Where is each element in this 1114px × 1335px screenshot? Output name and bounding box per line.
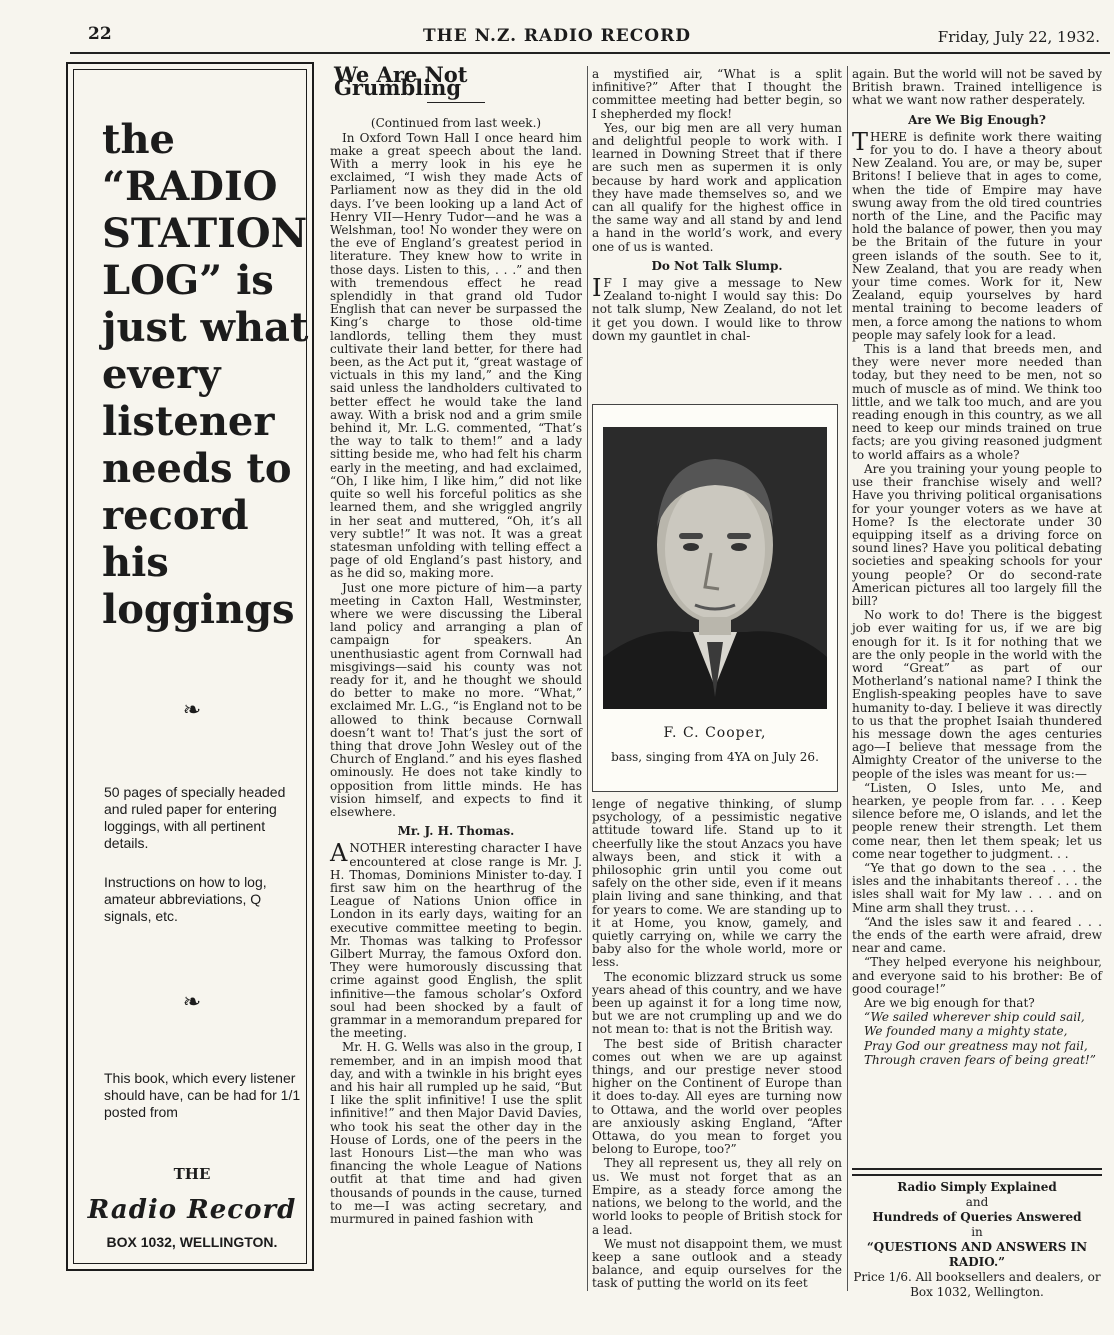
drop-cap: A xyxy=(330,839,348,868)
advert-the: THE xyxy=(173,1165,211,1183)
paragraph: “Listen, O Isles, unto Me, and hearken, ye people from far. . . . Keep silence before me, O islands, and let the people renew their strength. Let them come near, then let them speak; let us come near together to judgment. . . xyxy=(852,780,1102,861)
subheading: Do Not Talk Slump. xyxy=(651,258,783,273)
column-divider xyxy=(847,66,848,1291)
article-column-3 xyxy=(852,68,1102,1068)
ornament-icon: ❧ xyxy=(182,990,202,1015)
subheading: Mr. J. H. Thomas. xyxy=(397,824,515,839)
paragraph: a mystified air, “What is a split infinitive?” After that I thought the committee meeting had better begin, so I shepherded my flock! xyxy=(592,67,842,121)
photo-caption-desc: bass, singing from 4YA on July 26. xyxy=(611,750,819,764)
photo-caption-name: F. C. Cooper, xyxy=(663,725,767,741)
advert-headline: the “RADIO STATION LOG” is just what every listener needs to record his loggings xyxy=(102,116,309,633)
qa-ad-line: and xyxy=(965,1195,989,1209)
advert-address: BOX 1032, WELLINGTON. xyxy=(106,1234,278,1250)
qa-ad-line: in xyxy=(971,1225,983,1239)
publication-title: THE N.Z. RADIO RECORD xyxy=(423,26,691,46)
issue-date: Friday, July 22, 1932. xyxy=(937,28,1100,46)
paragraph: No work to do! There is the biggest job ever waiting for us, if we are big enough for it. Is it for nothing that we are the only people in the world with the word “Great” as part of our Motherland’s national name? I think the English-speaking peoples have to save humanity to-day. I believe it was directly to us that the prophet Isaiah thundered his message down the ages centuries ago—I believe that message from the Almighty Creator of the universe to the people of the isles was meant for us:— xyxy=(852,608,1102,781)
paragraph: “And the isles saw it and feared . . . the ends of the earth were afraid, drew near and came. xyxy=(852,914,1102,956)
paragraph: Just one more picture of him—a party meeting in Caxton Hall, Westminster, where we were discussing the Liberal land policy and arranging a plan of campaign for speakers. An unenthusiastic agent from Cornwall had misgivings—said his county was not ready for it, and he thought we should do better to make no more. “What,” exclaimed Mr. L.G., “is England not to be allowed to think because Cornwall doesn’t want to! That’s just the sort of thing that drove John Wesley out of the Church of England.” and his eyes flashed ominously. He does not take kindly to opposition from little minds. He has vision himself, and expects to find it elsewhere. xyxy=(330,580,582,819)
paragraph: lenge of negative thinking, of slump psychology, of a pessimistic negative attitude toward life. Stand up to it cheerfully like the stout Anzacs you have always been, and stick it with a philosophic grin until you come out safely on the other side, even if it means plain living and sane thinking, and that for years to come. We are standing up to it at Home, you know, gamely, and quietly carrying on, while we carry the baby also for the whole world, more or less. xyxy=(592,797,842,970)
paragraph: Are you training your young people to use their franchise wisely and well? Have you thriving political organisations for your younger voters as we have at Home? Is the electorate under 30 equipping itself as a driving force on sound lines? Have you political debating societies and speaking schools for your young people? Or do second-rate American pictures all too largely fill the bill? xyxy=(852,461,1102,608)
article-title: We Are Not Grumbling xyxy=(334,62,468,101)
paragraph: Are we big enough for that? xyxy=(864,996,1035,1011)
column-divider xyxy=(587,66,588,1291)
portrait-photo-frame xyxy=(592,404,838,792)
radio-station-log-advert xyxy=(66,62,314,1271)
ornament-icon: ❧ xyxy=(182,698,202,723)
article-column-1 xyxy=(330,62,582,1227)
header-rule xyxy=(70,52,1110,54)
paragraph: We must not disappoint them, we must keep a sane outlook and a steady balance, and equip ourselves for the task of putting the world on its feet xyxy=(592,1236,842,1291)
qa-ad-line: Hundreds of Queries Answered xyxy=(872,1210,1082,1224)
portrait-photo xyxy=(603,427,827,709)
verse-line: “We sailed wherever ship could sail, xyxy=(864,1010,1085,1025)
paragraph: I F I may give a message to New Zealand to-night I would say this: Do not talk slump, New Zealand, do not let it get you down. I would like to throw down my gauntlet in chal- xyxy=(592,274,842,343)
paragraph: again. But the world will not be saved by British brawn. Trained intelligence is what we want now rather desperately. xyxy=(852,67,1102,108)
subheading: Are We Big Enough? xyxy=(908,112,1046,127)
article-column-2 xyxy=(592,68,842,344)
questions-answers-advert xyxy=(852,1180,1102,1300)
paragraph: The best side of British character comes out when we are up against things, and our prestige never stood higher on the Continent of Europe than it does to-day. All eyes are turning now to Ottawa, and the world over peoples are anxiously asking England, “After Ottawa, do you mean to forget you belong to Europe, too?” xyxy=(592,1036,842,1157)
verse-line: We founded many a mighty state, xyxy=(864,1024,1068,1039)
double-rule xyxy=(852,1168,1102,1176)
verse-line: Pray God our greatness may not fail, xyxy=(864,1038,1088,1053)
article-column-2-lower xyxy=(592,798,842,1292)
qa-ad-price: Price 1/6. All booksellers and dealers, or Box 1032, Wellington. xyxy=(853,1270,1101,1299)
paragraph: In Oxford Town Hall I once heard him make a great speech about the land. With a merry look in his eye he exclaimed, “I wish they made Acts of Parliament now as they did in the old days. I’ve been looking up a land Act of Henry VII—Henry Tudor—and he was a Welshman, too! No wonder they were on the eve of England’s greatest period in literature. They knew how to write in those days. Listen to this, . . .” and then with tremendous effect he read splendidly in that grand old Tudor English that can never be surpassed the King’s charge to those old-time landlords, telling them they must cultivate their land better, for there had been, as the Act put it, “great wastage of victuals in this my land,” and the King said unless the landholders cultivated to better effect he would take the land away. With a brisk nod and a grim smile behind it, Mr. L.G. commented, “That’s the way to talk to them!” and a lady sitting beside me, who had felt his charm early in the meeting, and had exclaimed, “Oh, I like him, I like him,” did not like quite so well his forceful politics as she learned them, and she wriggled angrily in her seat and muttered, “Oh, it’s all very subtle!” It was not. It was a great statesman unfolding with telling effect a page of old England’s past history, and as he did so, making more. xyxy=(330,130,582,581)
qa-ad-title: “QUESTIONS AND ANSWERS IN RADIO.” xyxy=(866,1240,1088,1269)
continued-note: (Continued from last week.) xyxy=(370,116,542,131)
qa-ad-line: Radio Simply Explained xyxy=(897,1180,1057,1194)
verse-line: Through craven fears of being great!” xyxy=(864,1052,1096,1067)
page-header xyxy=(0,24,1114,54)
paragraph: They all represent us, they all rely on us. We must not forget that as an Empire, as a steady force among the nations, we belong to the world, and the world looks to people of British stock for a lead. xyxy=(592,1156,842,1237)
paragraph: This is a land that breeds men, and they were never more needed than today, but they need to be men, not so much of muscle as of mind. We think too little, and we talk too much, and are you reading enough in this country, as we all need to keep our minds trained on true facts; are you giving reasoned judgment to world affairs as a whole? xyxy=(852,342,1102,462)
paragraph: Mr. H. G. Wells was also in the group, I remember, and in an impish mood that day, and with a twinkle in his bright eyes and his hair all rumpled up he said, “But I like the split infinitive! I use the split infinitive!” and then Major David Davies, who took his seat the other day in the House of Lords, one of the peers in the last Honours List—the man who was financing the whole League of Nations outfit at that time and had given thousands of pounds in the cause, turned to me—I was acting secretary, and murmured in pained fashion with xyxy=(330,1040,582,1227)
drop-cap: I xyxy=(592,274,602,303)
drop-cap: T xyxy=(852,127,869,156)
title-rule xyxy=(427,102,485,103)
paragraph: ANOTHER interesting character I have encountered at close range is Mr. J. H. Thomas, Dominions Minister to-day. I first saw him on the hearthrug of the League of Nations Union office in London in its early days, waiting for an executive committee meeting to begin. Mr. Thomas was talking to Professor Gilbert Murray, the famous Oxford don. They were humorously discussing that crime against good English, the split infinitive—the famous scholar’s Oxford soul had been shocked by a fault of grammar in a memorandum prepared for the meeting. xyxy=(330,839,582,1041)
radio-record-logo: Radio Record xyxy=(87,1195,297,1225)
paragraph: Yes, our big men are all very human and delightful people to work with. I learned in Downing Street that if there are such men as supermen it is only because by hard work and application they have made themselves so, and we can all qualify for the highest office in the same way and all stand by and lend a hand in the world’s work, and every one of us is wanted. xyxy=(592,120,842,254)
paragraph: “They helped everyone his neighbour, and everyone said to his brother: Be of good courage!” xyxy=(852,955,1102,996)
advert-order-text: This book, which every listener should have, can be had for 1/1 posted from xyxy=(104,1070,301,1120)
paragraph: THERE is definite work there waiting for you to do. I have a theory about New Zealand. You are, or may be, super Britons! I believe that in ages to come, when the tide of Empire may have swung away from the old tired countries north of the Line, and the Pacific may hold the balance of power, then you may be the Britain of the future in your green islands of the south. See to it, New Zealand, that you are ready when your time comes. Work for it, New Zealand, equip yourselves by hard mental training to become leaders of men, a force among the nations to whom people may safely look for a lead. xyxy=(852,127,1102,342)
paragraph: The economic blizzard struck us some years ahead of this country, and we have been up against it for a long time now, but we are not crumpling up and we do not mean to: that is not the British way. xyxy=(592,969,842,1037)
advert-inner-border xyxy=(73,69,307,1264)
page-number: 22 xyxy=(88,24,112,44)
advert-instructions-text: Instructions on how to log, amateur abbreviations, Q signals, etc. xyxy=(104,874,267,924)
advert-pages-text: 50 pages of specially headed and ruled paper for entering loggings, with all pertinent details. xyxy=(104,784,286,851)
paragraph: “Ye that go down to the sea . . . the isles and the inhabitants thereof . . . the isles shall wait for My law . . . and on Mine arm shall they trust. . . . xyxy=(852,860,1102,915)
